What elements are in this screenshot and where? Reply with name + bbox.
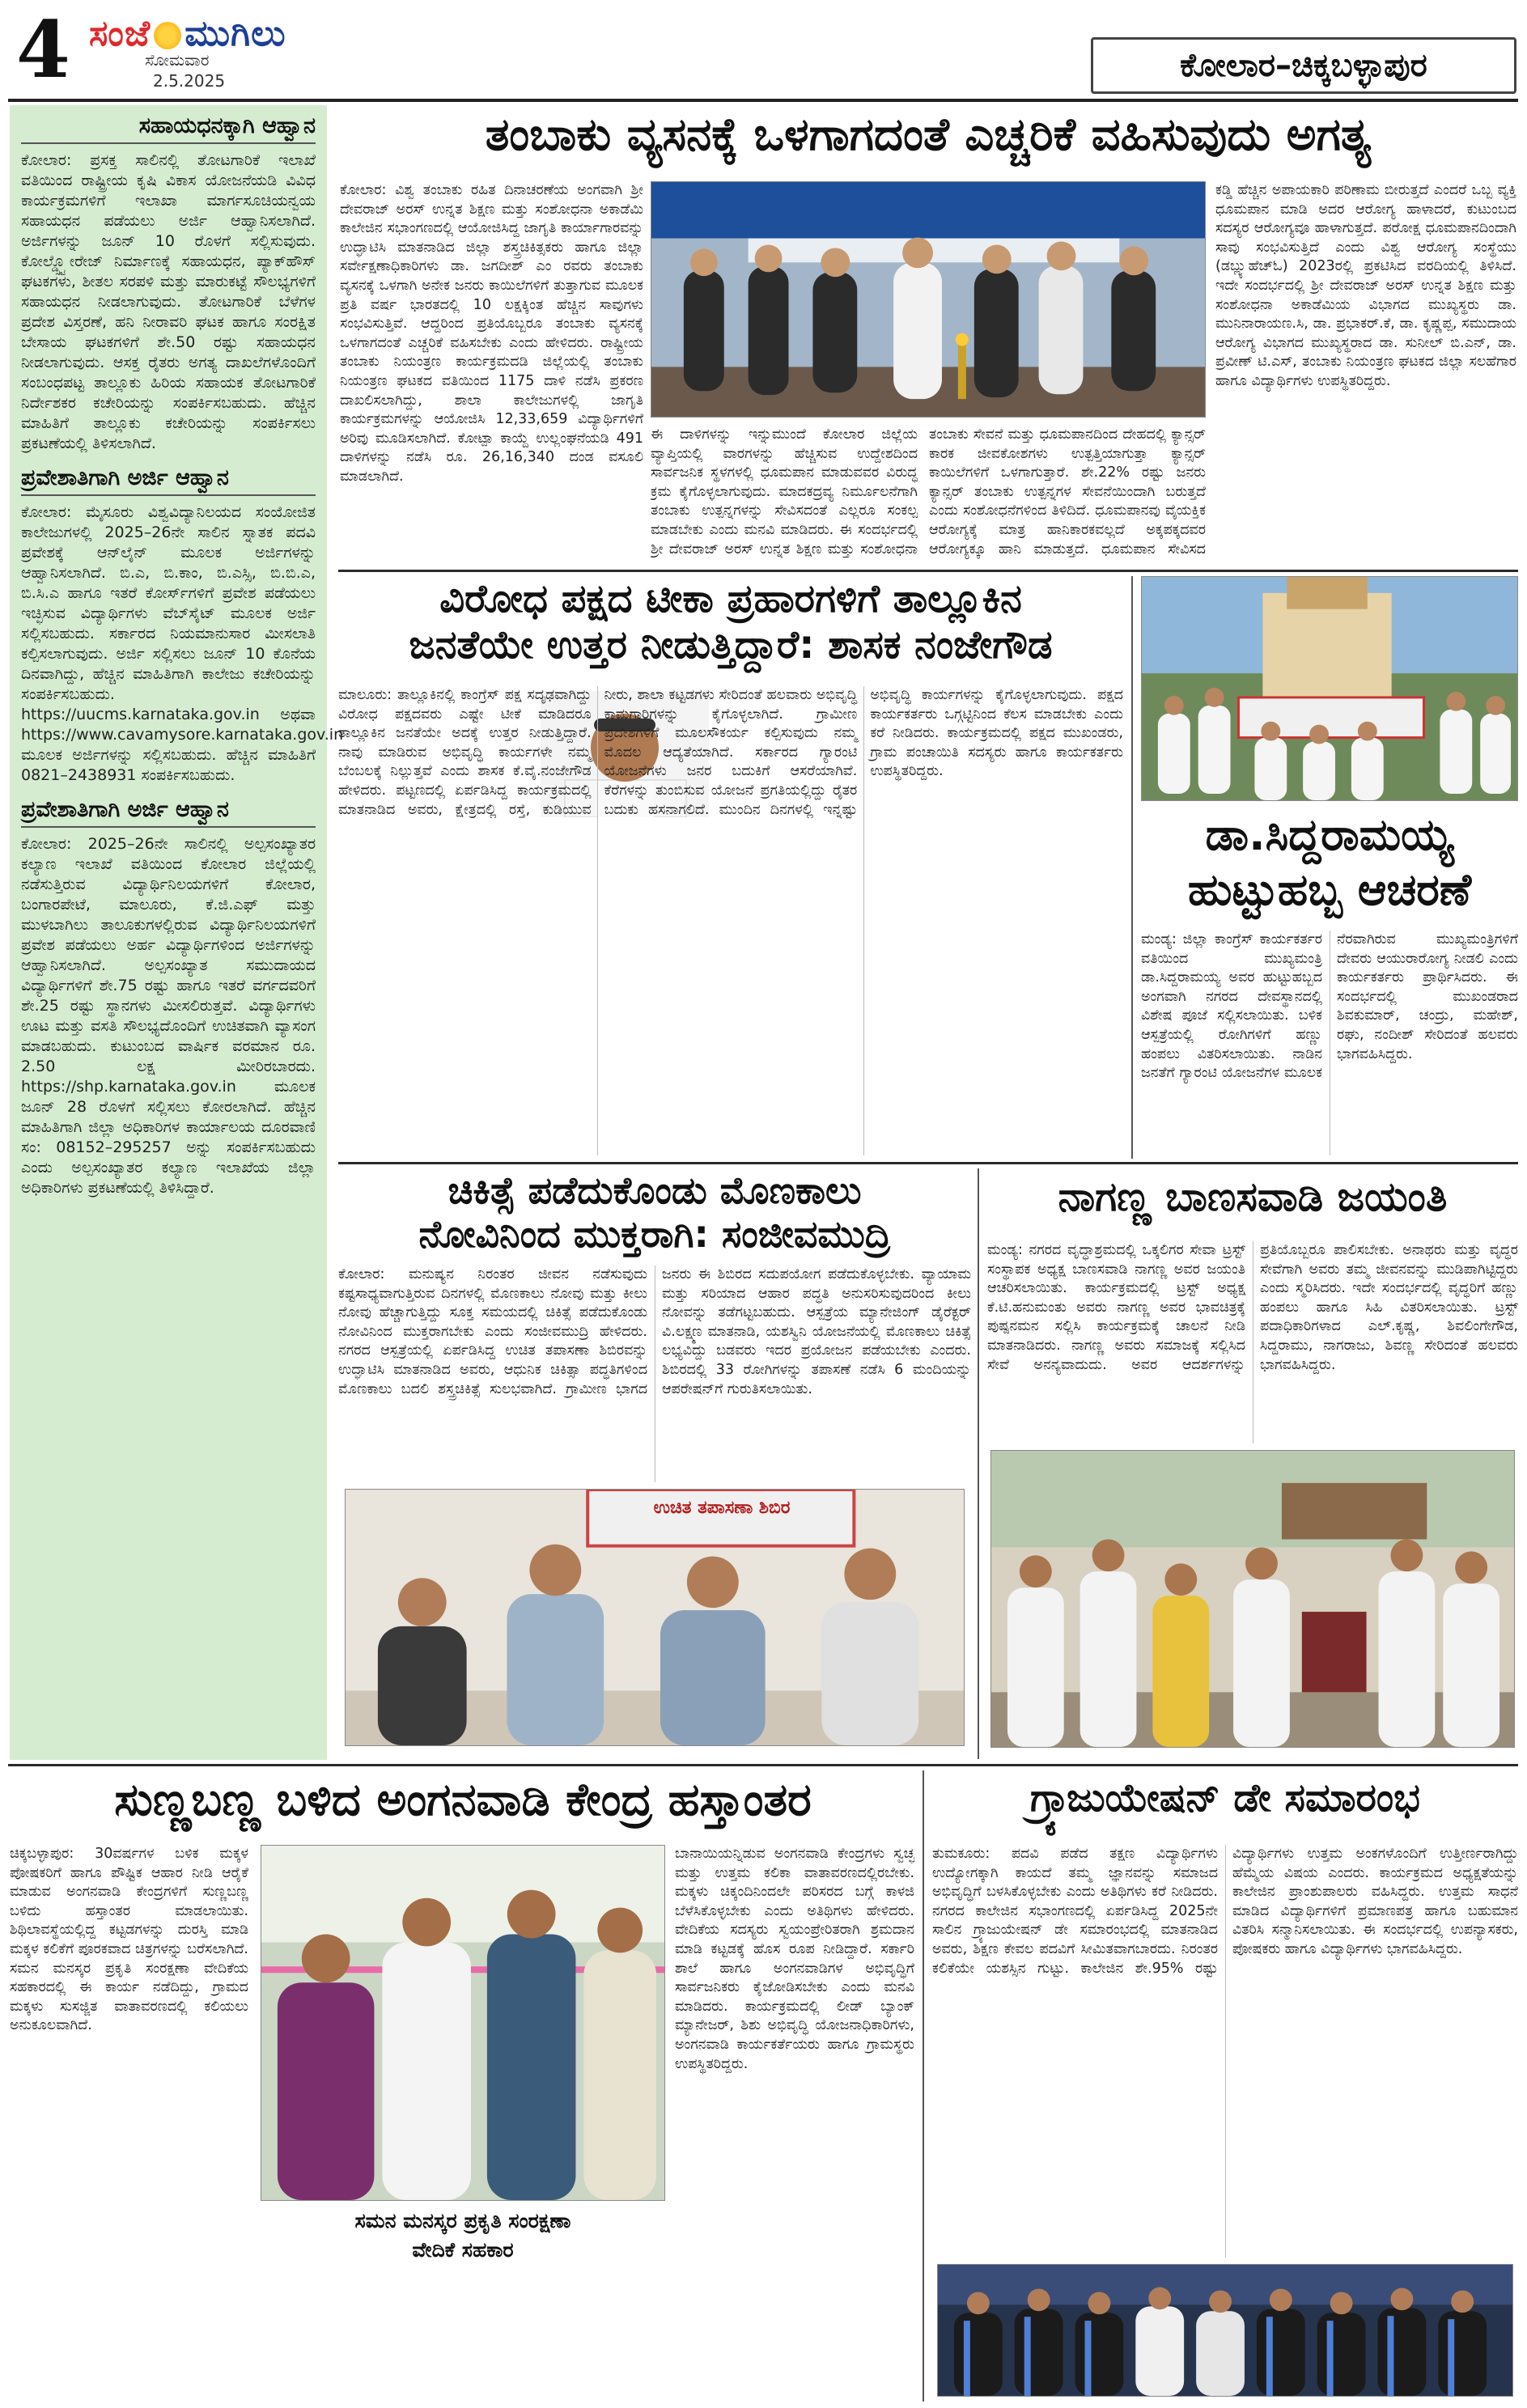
photo-caption: ವೇದಿಕೆ ಸಹಕಾರ	[261, 2236, 665, 2264]
tobacco-event-photo	[651, 181, 1206, 418]
birthday-event-photo	[1141, 576, 1518, 801]
masthead	[11, 4, 1516, 97]
article-headline: ಜನತೆಯೇ ಉತ್ತರ ನೀಡುತ್ತಿದ್ದಾರೆ: ಶಾಸಕ ನಂಜೇಗೌಡ	[409, 621, 1053, 668]
article-body: ಈ ದಾಳಿಗಳನ್ನು ಇನ್ನುಮುಂದೆ ಕೋಲಾರ ಜಿಲ್ಲೆಯ ವ್ಯಾಪ್ತಿಯಲ್ಲಿ ವಾರಗಳನ್ನು ಹೆಚ್ಚಿಸುವ ಉದ್ದೇಶದಿಂದ ಸಾರ್ವಜನಿಕ ಸ್ಥಳಗಳಲ್ಲಿ ಧೂಮಪಾನ ಮಾಡುವವರ ವಿರುದ್ಧ ಕ್ರಮ ಕೈಗೊಳ್ಳಲಾಗುವುದು. ಮಾದಕದ್ರವ್ಯ ನಿರ್ಮೂಲನೆಗಾಗಿ ತಂಬಾಕು ಉತ್ಪನ್ನಗಳನ್ನು ಸೇವಿಸದಂತೆ ಎಲ್ಲರೂ ಸಂಕಲ್ಪ ಮಾಡಬೇಕು ಎಂದು ಮನವಿ ಮಾಡಿದರು. ಈ ಸಂದರ್ಭದಲ್ಲಿ ಶ್ರೀ ದೇವರಾಜ್ ಅರಸ್ ಉನ್ನತ ಶಿಕ್ಷಣ ಮತ್ತು ಸಂಶೋಧನಾ	[651, 426, 918, 557]
notice-body: ಕೋಲಾರ: 2025–26ನೇ ಸಾಲಿನಲ್ಲಿ ಅಲ್ಪಸಂಖ್ಯಾತರ ಕಲ್ಯಾಣ ಇಲಾಖೆ ವತಿಯಿಂದ ಕೋಲಾರ ಜಿಲ್ಲೆಯಲ್ಲಿ ನಡೆಸುತ್ತಿರುವ ವಿದ್ಯಾರ್ಥಿನಿಲಯಗಳಿಗೆ ಕೋಲಾರ, ಬಂಗಾರಪೇಟೆ, ಮಾಲೂರು, ಕೆ.ಜಿ.ಎಫ್ ಮತ್ತು ಮುಳಬಾಗಿಲು ತಾಲೂಕುಗಳಲ್ಲಿರುವ ವಿದ್ಯಾರ್ಥಿನಿಲಯಗಳಿಗೆ ಪ್ರವೇಶ ಪಡೆಯಲು ಅರ್ಹ ವಿದ್ಯಾರ್ಥಿಗಳಿಂದ ಅರ್ಜಿಗಳನ್ನು ಆಹ್ವಾನಿಸಲಾಗಿದೆ. ಅಲ್ಪಸಂಖ್ಯಾತ ಸಮುದಾಯದ ವಿದ್ಯಾರ್ಥಿಗಳಿಗೆ ಶೇ.75 ರಷ್ಟು ಹಾಗೂ ಇತರೆ ವರ್ಗದವರಿಗೆ ಶೇ.25 ರಷ್ಟು ಸ್ಥಾನಗಳು ಮೀಸಲಿರುತ್ತವೆ. ವಿದ್ಯಾರ್ಥಿಗಳು ಊಟ ಮತ್ತು ವಸತಿ ಸೌಲಭ್ಯದೊಂದಿಗೆ ಉಚಿತವಾಗಿ ವ್ಯಾಸಂಗ ಮಾಡಬಹುದು. ಕುಟುಂಬದ ವಾರ್ಷಿಕ ವರಮಾನ ರೂ. 2.50 ಲಕ್ಷ ಮೀರಿರಬಾರದು. https://shp.karnataka.gov.in ಮೂಲಕ ಜೂನ್ 28 ರೊಳಗೆ ಸಲ್ಲಿಸಲು ಕೋರಲಾಗಿದೆ. ಹೆಚ್ಚಿನ ಮಾಹಿತಿಗಾಗಿ ಜಿಲ್ಲಾ ಅಧಿಕಾರಿಗಳ ಕಾರ್ಯಾಲಯ ದೂರವಾಣಿ ಸಂ: 08152–295257 ಅನ್ನು ಸಂಪರ್ಕಿಸಬಹುದು ಎಂದು ಅಲ್ಪಸಂಖ್ಯಾತರ ಕಲ್ಯಾಣ ಇಲಾಖೆಯ ಜಿಲ್ಲಾ ಅಧಿಕಾರಿಗಳು ಪ್ರಕಟಣೆಯಲ್ಲಿ ತಿಳಿಸಿದ್ದಾರೆ.	[21, 835, 316, 1197]
column-divider	[923, 1770, 924, 2402]
sun-icon	[154, 22, 181, 49]
article-headline: ಹುಟ್ಟುಹಬ್ಬ ಆಚರಣೆ	[1187, 864, 1472, 915]
article-graduation	[932, 1770, 1518, 2402]
column-divider	[978, 1168, 979, 1759]
article-headline: ಸುಣ್ಣಬಣ್ಣ ಬಳಿದ ಅಂಗನವಾಡಿ ಕೇಂದ್ರ ಹಸ್ತಾಂತರ	[114, 1774, 812, 1826]
article-headline: ಡಾ.ಸಿದ್ದರಾಮಯ್ಯ	[1205, 809, 1454, 860]
notice-title: ಸಹಾಯಧನಕ್ಕಾಗಿ ಆಹ್ವಾನ	[21, 113, 316, 144]
article-headline: ನೋವಿನಿಂದ ಮುಕ್ತರಾಗಿ: ಸಂಜೀವಮುದ್ರಿ	[418, 1212, 891, 1257]
article-anganwadi	[10, 1770, 916, 2402]
article-body: ಕಡ್ಡಿ ಹೆಚ್ಚಿನ ಅಪಾಯಕಾರಿ ಪರಿಣಾಮ ಬೀರುತ್ತದೆ ಎಂದರೆ ಒಬ್ಬ ವ್ಯಕ್ತಿ ಧೂಮಪಾನ ಮಾಡಿ ಅದರ ಆರೋಗ್ಯ ಹಾಳಾದರೆ, ಕುಟುಂಬದ ಸದಸ್ಯರ ಆರೋಗ್ಯವೂ ಹಾಳಾಗುತ್ತದೆ. ಪರೋಕ್ಷ ಧೂಮಪಾನದಿಂದಾಗಿ ಸಾವು ಸಂಭವಿಸುತ್ತಿದೆ ಎಂದು ವಿಶ್ವ ಆರೋಗ್ಯ ಸಂಸ್ಥೆಯು (ಡಬ್ಲ್ಯುಹೆಚ್‌ಓ) 2023ರಲ್ಲಿ ಪ್ರಕಟಿಸಿದ ವರದಿಯಲ್ಲಿ ತಿಳಿಸಿದೆ. ಇದೇ ಸಂದರ್ಭದಲ್ಲಿ ಶ್ರೀ ದೇವರಾಜ್ ಅರಸ್ ಉನ್ನತ ಶಿಕ್ಷಣ ಮತ್ತು ಸಂಶೋಧನಾ ಅಕಾಡೆಮಿಯ ವಿಭಾಗದ ಮುಖ್ಯಸ್ಥರು ಡಾ. ಮುನಿನಾರಾಯಣ.ಸಿ, ಡಾ. ಪ್ರಭಾಕರ್.ಕೆ, ಡಾ. ಕೃಷ್ಣಪ್ಪ, ಸಮುದಾಯ ಆರೋಗ್ಯ ವಿಭಾಗದ ಮುಖ್ಯಸ್ಥರಾದ ಡಾ. ಸುನೀಲ್ ಬಿ.ಎನ್, ಡಾ. ಪ್ರವೀಣ್ ಟಿ.ಎಸ್, ತಂಬಾಕು ನಿಯಂತ್ರಣ ಘಟಕದ ಜಿಲ್ಲಾ ಸಲಹೆಗಾರ ಹಾಗೂ ವಿದ್ಯಾರ್ಥಿಗಳು ಉಪಸ್ಥಿತರಿದ್ದರು.	[1215, 182, 1516, 389]
photo-caption: ಸಮನ ಮನಸ್ಕರ ಪ್ರಕೃತಿ ಸಂರಕ್ಷಣಾ	[261, 2207, 665, 2235]
article-body: ಮಾಲೂರು: ತಾಲ್ಲೂಕಿನಲ್ಲಿ ಕಾಂಗ್ರೆಸ್ ಪಕ್ಷ ಸದೃಢವಾಗಿದ್ದು ವಿರೋಧ ಪಕ್ಷದವರು ಎಷ್ಟೇ ಟೀಕೆ ಮಾಡಿದರೂ ತಾಲ್ಲೂಕಿನ ಜನತೆಯೇ ಅದಕ್ಕೆ ಉತ್ತರ ನೀಡುತ್ತಿದ್ದಾರೆ. ನಾವು ಮಾಡಿರುವ ಅಭಿವೃದ್ಧಿ ಕಾರ್ಯಗಳೇ ನಮ್ಮ ಬೆಂಬಲಕ್ಕೆ ನಿಲ್ಲುತ್ತವೆ ಎಂದು ಶಾಸಕ ಕೆ.ವೈ.ನಂಜೇಗೌಡ ಹೇಳಿದರು. ಪಟ್ಟಣದಲ್ಲಿ ಏರ್ಪಡಿಸಿದ್ದ ಕಾರ್ಯಕ್ರಮದಲ್ಲಿ ಮಾತನಾಡಿದ ಅವರು, ಕ್ಷೇತ್ರದಲ್ಲಿ ರಸ್ತೆ, ಕುಡಿಯುವ ನೀರು, ಶಾಲಾ ಕಟ್ಟಡಗಳು ಸೇರಿದಂತೆ ಹಲವಾರು ಅಭಿವೃದ್ಧಿ ಕಾಮಗಾರಿಗಳನ್ನು ಕೈಗೊಳ್ಳಲಾಗಿದೆ. ಗ್ರಾಮೀಣ ಪ್ರದೇಶಗಳಿಗೆ ಮೂಲಸೌಕರ್ಯ ಕಲ್ಪಿಸುವುದು ನಮ್ಮ ಮೊದಲ ಆದ್ಯತೆಯಾಗಿದೆ. ಸರ್ಕಾರದ ಗ್ಯಾರಂಟಿ ಯೋಜನೆಗಳು ಜನರ ಬದುಕಿಗೆ ಆಸರೆಯಾಗಿವೆ. ಕೆರೆಗಳನ್ನು ತುಂಬಿಸುವ ಯೋಜನೆ ಪ್ರಗತಿಯಲ್ಲಿದ್ದು ರೈತರ ಬದುಕು ಹಸನಾಗಲಿದೆ. ಮುಂದಿನ ದಿನಗಳಲ್ಲಿ ಇನ್ನಷ್ಟು ಅಭಿವೃದ್ಧಿ ಕಾರ್ಯಗಳನ್ನು ಕೈಗೊಳ್ಳಲಾಗುವುದು. ಪಕ್ಷದ ಕಾರ್ಯಕರ್ತರು ಒಗ್ಗಟ್ಟಿನಿಂದ ಕೆಲಸ ಮಾಡಬೇಕು ಎಂದು ಕರೆ ನೀಡಿದರು. ಕಾರ್ಯಕ್ರಮದಲ್ಲಿ ಪಕ್ಷದ ಮುಖಂಡರು, ಗ್ರಾಮ ಪಂಚಾಯಿತಿ ಸದಸ್ಯರು ಹಾಗೂ ಕಾರ್ಯಕರ್ತರು ಉಪಸ್ಥಿತರಿದ್ದರು.	[338, 687, 1123, 818]
anganwadi-handover-photo	[261, 1845, 665, 2201]
article-headline: ವಿರೋಧ ಪಕ್ಷದ ಟೀಕಾ ಪ್ರಹಾರಗಳಿಗೆ ತಾಲ್ಲೂಕಿನ	[439, 576, 1022, 621]
article-body: ಬಾನಾಯಿಯನ್ನಿಡುವ ಅಂಗನವಾಡಿ ಕೇಂದ್ರಗಳು ಸ್ವಚ್ಛ ಮತ್ತು ಉತ್ತಮ ಕಲಿಕಾ ವಾತಾವರಣದಲ್ಲಿರಬೇಕು. ಮಕ್ಕಳು ಚಿಕ್ಕಂದಿನಿಂದಲೇ ಪರಿಸರದ ಬಗ್ಗೆ ಕಾಳಜಿ ಬೆಳೆಸಿಕೊಳ್ಳಬೇಕು ಎಂದು ಅತಿಥಿಗಳು ಹೇಳಿದರು. ವೇದಿಕೆಯ ಸದಸ್ಯರು ಸ್ವಯಂಪ್ರೇರಿತರಾಗಿ ಶ್ರಮದಾನ ಮಾಡಿ ಕಟ್ಟಡಕ್ಕೆ ಹೊಸ ರೂಪ ನೀಡಿದ್ದಾರೆ. ಸರ್ಕಾರಿ ಶಾಲೆ ಹಾಗೂ ಅಂಗನವಾಡಿಗಳ ಅಭಿವೃದ್ಧಿಗೆ ಸಾರ್ವಜನಿಕರು ಕೈಜೋಡಿಸಬೇಕು ಎಂದು ಮನವಿ ಮಾಡಿದರು. ಕಾರ್ಯಕ್ರಮದಲ್ಲಿ ಲೀಡ್ ಬ್ಯಾಂಕ್ ಮ್ಯಾನೇಜರ್, ಶಿಶು ಅಭಿವೃದ್ಧಿ ಯೋಜನಾಧಿಕಾರಿಗಳು, ಅಂಗನವಾಡಿ ಕಾರ್ಯಕರ್ತೆಯರು ಹಾಗೂ ಗ್ರಾಮಸ್ಥರು ಉಪಸ್ಥಿತರಿದ್ದರು.	[675, 1846, 914, 2072]
issue-day: ಸೋಮವಾರ	[145, 50, 210, 70]
knee-camp-photo	[345, 1489, 965, 1746]
column-divider	[1131, 576, 1133, 1159]
jayanti-event-photo	[990, 1450, 1515, 1748]
graduation-group-photo	[937, 2264, 1513, 2397]
top-divider	[8, 99, 1518, 102]
notices-sidebar	[10, 105, 344, 1760]
article-headline: ತಂಬಾಕು ವ್ಯಸನಕ್ಕೆ ಒಳಗಾಗದಂತೆ ಎಚ್ಚರಿಕೆ ವಹಿಸುವುದು ಅಗತ್ಯ	[485, 108, 1372, 161]
article-body: ಮಂಡ್ಯ: ಜಿಲ್ಲಾ ಕಾಂಗ್ರೆಸ್ ಕಾರ್ಯಕರ್ತರ ವತಿಯಿಂದ ಮುಖ್ಯಮಂತ್ರಿ ಡಾ.ಸಿದ್ದರಾಮಯ್ಯ ಅವರ ಹುಟ್ಟುಹಬ್ಬದ ಅಂಗವಾಗಿ ನಗರದ ದೇವಸ್ಥಾನದಲ್ಲಿ ವಿಶೇಷ ಪೂಜೆ ಸಲ್ಲಿಸಲಾಯಿತು. ಬಳಿಕ ಆಸ್ಪತ್ರೆಯಲ್ಲಿ ರೋಗಿಗಳಿಗೆ ಹಣ್ಣು ಹಂಪಲು ವಿತರಿಸಲಾಯಿತು. ನಾಡಿನ ಜನತೆಗೆ ಗ್ಯಾರಂಟಿ ಯೋಜನೆಗಳ ಮೂಲಕ ನೆರವಾಗಿರುವ ಮುಖ್ಯಮಂತ್ರಿಗಳಿಗೆ ದೇವರು ಆಯುರಾರೋಗ್ಯ ನೀಡಲಿ ಎಂದು ಕಾರ್ಯಕರ್ತರು ಪ್ರಾರ್ಥಿಸಿದರು. ಈ ಸಂದರ್ಭದಲ್ಲಿ ಮುಖಂಡರಾದ ಶಿವಕುಮಾರ್, ಚಂದ್ರು, ಮಹೇಶ್, ರಘು, ನಂದೀಶ್ ಸೇರಿದಂತೆ ಹಲವರು ಭಾಗವಹಿಸಿದ್ದರು.	[1141, 931, 1518, 1082]
article-body: ಮಂಡ್ಯ: ನಗರದ ವೃದ್ಧಾಶ್ರಮದಲ್ಲಿ ಒಕ್ಕಲಿಗರ ಸೇವಾ ಟ್ರಸ್ಟ್ ಸಂಸ್ಥಾಪಕ ಅಧ್ಯಕ್ಷ ಬಾಣಸವಾಡಿ ನಾಗಣ್ಣ ಅವರ ಜಯಂತಿ ಆಚರಿಸಲಾಯಿತು. ಕಾರ್ಯಕ್ರಮದಲ್ಲಿ ಟ್ರಸ್ಟ್ ಅಧ್ಯಕ್ಷ ಕೆ.ಟಿ.ಹನುಮಂತು ಅವರು ನಾಗಣ್ಣ ಅವರ ಭಾವಚಿತ್ರಕ್ಕೆ ಪುಷ್ಪನಮನ ಸಲ್ಲಿಸಿ ಕಾರ್ಯಕ್ರಮಕ್ಕೆ ಚಾಲನೆ ನೀಡಿ ಮಾತನಾಡಿದರು. ನಾಗಣ್ಣ ಅವರು ಸಮಾಜಕ್ಕೆ ಸಲ್ಲಿಸಿದ ಸೇವೆ ಅನನ್ಯವಾದುದು. ಅವರ ಆದರ್ಶಗಳನ್ನು ಪ್ರತಿಯೊಬ್ಬರೂ ಪಾಲಿಸಬೇಕು. ಅನಾಥರು ಮತ್ತು ವೃದ್ಧರ ಸೇವೆಗಾಗಿ ಅವರು ತಮ್ಮ ಜೀವನವನ್ನು ಮುಡಿಪಾಗಿಟ್ಟಿದ್ದರು ಎಂದು ಸ್ಮರಿಸಿದರು. ಇದೇ ಸಂದರ್ಭದಲ್ಲಿ ವೃದ್ಧರಿಗೆ ಹಣ್ಣು ಹಂಪಲು ಹಾಗೂ ಸಿಹಿ ವಿತರಿಸಲಾಯಿತು. ಟ್ರಸ್ಟ್ ಪದಾಧಿಕಾರಿಗಳಾದ ಎಲ್.ಕೃಷ್ಣ, ಶಿವಲಿಂಗೇಗೌಡ, ಸಿದ್ದರಾಮು, ನಾಗರಾಜು, ಶಿವಣ್ಣ ಸೇರಿದಂತೆ ಹಲವರು ಭಾಗವಹಿಸಿದ್ದರು.	[987, 1242, 1518, 1373]
notice-title: ಪ್ರವೇಶಾತಿಗಾಗಿ ಅರ್ಜಿ ಆಹ್ವಾನ	[21, 797, 316, 828]
article-body: ಕೋಲಾರ: ಮನುಷ್ಯನ ನಿರಂತರ ಜೀವನ ನಡೆಸುವುದು ಕಷ್ಟಸಾಧ್ಯವಾಗುತ್ತಿರುವ ದಿನಗಳಲ್ಲಿ ಮೊಣಕಾಲು ನೋವು ಮತ್ತು ಕೀಲು ನೋವು ಹೆಚ್ಚಾಗುತ್ತಿದ್ದು ಸೂಕ್ತ ಸಮಯದಲ್ಲಿ ಚಿಕಿತ್ಸೆ ಪಡೆದುಕೊಂಡು ನೋವಿನಿಂದ ಮುಕ್ತರಾಗಬೇಕು ಎಂದು ಸಂಜೀವಮುದ್ರಿ ಹೇಳಿದರು. ನಗರದ ಆಸ್ಪತ್ರೆಯಲ್ಲಿ ಏರ್ಪಡಿಸಿದ್ದ ಉಚಿತ ತಪಾಸಣಾ ಶಿಬಿರವನ್ನು ಉದ್ಘಾಟಿಸಿ ಮಾತನಾಡಿದ ಅವರು, ಆಧುನಿಕ ಚಿಕಿತ್ಸಾ ಪದ್ಧತಿಗಳಿಂದ ಮೊಣಕಾಲು ಬದಲಿ ಶಸ್ತ್ರಚಿಕಿತ್ಸೆ ಸುಲಭವಾಗಿದೆ. ಗ್ರಾಮೀಣ ಭಾಗದ ಜನರು ಈ ಶಿಬಿರದ ಸದುಪಯೋಗ ಪಡೆದುಕೊಳ್ಳಬೇಕು. ವ್ಯಾಯಾಮ ಮತ್ತು ಸರಿಯಾದ ಆಹಾರ ಪದ್ಧತಿ ಅನುಸರಿಸುವುದರಿಂದ ಕೀಲು ನೋವನ್ನು ತಡೆಗಟ್ಟಬಹುದು. ಆಸ್ಪತ್ರೆಯ ಮ್ಯಾನೇಜಿಂಗ್ ಡೈರೆಕ್ಟರ್ ವಿ.ಲಕ್ಷ್ಮಣ ಮಾತನಾಡಿ, ಯಶಸ್ವಿನಿ ಯೋಜನೆಯಲ್ಲಿ ಮೊಣಕಾಲು ಚಿಕಿತ್ಸೆ ಲಭ್ಯವಿದ್ದು ಬಡವರು ಇದರ ಪ್ರಯೋಜನ ಪಡೆಯಬೇಕು ಎಂದರು. ಶಿಬಿರದಲ್ಲಿ 33 ರೋಗಿಗಳನ್ನು ತಪಾಸಣೆ ನಡೆಸಿ 6 ಮಂದಿಯನ್ನು ಆಪರೇಷನ್‌ಗೆ ಗುರುತಿಸಲಾಯಿತು.	[338, 1266, 971, 1397]
brand-name-part2: ಮುಗಿಲು	[185, 13, 286, 54]
section-divider	[8, 1764, 1518, 1766]
camp-banner-text: ಉಚಿತ ತಪಾಸಣಾ ಶಿಬಿರ	[653, 1498, 791, 1518]
section-divider	[338, 570, 1518, 572]
notice-body: ಕೋಲಾರ: ಮೈಸೂರು ವಿಶ್ವವಿದ್ಯಾನಿಲಯದ ಸಂಯೋಜಿತ ಕಾಲೇಜುಗಳಲ್ಲಿ 2025–26ನೇ ಸಾಲಿನ ಸ್ನಾತಕ ಪದವಿ ಪ್ರವೇಶಕ್ಕೆ ಆನ್‌ಲೈನ್ ಮೂಲಕ ಅರ್ಜಿಗಳನ್ನು ಆಹ್ವಾನಿಸಲಾಗಿದೆ. ಬಿ.ಎ, ಬಿ.ಕಾಂ, ಬಿ.ಎಸ್ಸಿ, ಬಿ.ಬಿ.ಎ, ಬಿ.ಸಿ.ಎ ಹಾಗೂ ಇತರೆ ಕೋರ್ಸ್‌ಗಳಿಗೆ ಪ್ರವೇಶ ಪಡೆಯಲು ಇಚ್ಛಿಸುವ ವಿದ್ಯಾರ್ಥಿಗಳು ವೆಬ್‌ಸೈಟ್ ಮೂಲಕ ಅರ್ಜಿ ಸಲ್ಲಿಸಬಹುದು. ಸರ್ಕಾರದ ನಿಯಮಾನುಸಾರ ಮೀಸಲಾತಿ ಕಲ್ಪಿಸಲಾಗುವುದು. ಅರ್ಜಿ ಸಲ್ಲಿಸಲು ಜೂನ್ 10 ಕೊನೆಯ ದಿನವಾಗಿದ್ದು, ಹೆಚ್ಚಿನ ಮಾಹಿತಿಗಾಗಿ ಕಾಲೇಜು ಕಚೇರಿಯನ್ನು ಸಂಪರ್ಕಿಸಬಹುದು. https://uucms.karnataka.gov.in ಅಥವಾ https://www.cavamysore.karnataka.gov.in ಮೂಲಕ ಅರ್ಜಿಗಳನ್ನು ಸಲ್ಲಿಸಬಹುದು. ಹೆಚ್ಚಿನ ಮಾಹಿತಿಗೆ 0821–2438931 ಸಂಪರ್ಕಿಸಬಹುದು.	[21, 503, 344, 784]
article-body: ಚಿಕ್ಕಬಳ್ಳಾಪುರ: 30ವರ್ಷಗಳ ಬಳಿಕ ಮಕ್ಕಳ ಪೋಷಕರಿಗೆ ಹಾಗೂ ಪೌಷ್ಟಿಕ ಆಹಾರ ನೀಡಿ ಆರೈಕೆ ಮಾಡುವ ಅಂಗನವಾಡಿ ಕೇಂದ್ರಗಳಿಗೆ ಸುಣ್ಣಬಣ್ಣ ಬಳಿದು ಹಸ್ತಾಂತರ ಮಾಡಲಾಯಿತು. ಶಿಥಿಲಾವಸ್ಥೆಯಲ್ಲಿದ್ದ ಕಟ್ಟಡಗಳನ್ನು ದುರಸ್ತಿ ಮಾಡಿ ಮಕ್ಕಳ ಕಲಿಕೆಗೆ ಪೂರಕವಾದ ಚಿತ್ರಗಳನ್ನು ಬರೆಸಲಾಗಿದೆ. ಸಮನ ಮನಸ್ಕರ ಪ್ರಕೃತಿ ಸಂರಕ್ಷಣಾ ವೇದಿಕೆಯ ಸಹಕಾರದಲ್ಲಿ ಈ ಕಾರ್ಯ ನಡೆದಿದ್ದು, ಗ್ರಾಮದ ಮಕ್ಕಳು ಸುಸಜ್ಜಿತ ವಾತಾವರಣದಲ್ಲಿ ಕಲಿಯಲು ಅನುಕೂಲವಾಗಿದೆ.	[10, 1846, 248, 2034]
article-body: ತುಮಕೂರು: ಪದವಿ ಪಡೆದ ತಕ್ಷಣ ವಿದ್ಯಾರ್ಥಿಗಳು ಉದ್ಯೋಗಕ್ಕಾಗಿ ಕಾಯದೆ ತಮ್ಮ ಜ್ಞಾನವನ್ನು ಸಮಾಜದ ಅಭಿವೃದ್ಧಿಗೆ ಬಳಸಿಕೊಳ್ಳಬೇಕು ಎಂದು ಅತಿಥಿಗಳು ಕರೆ ನೀಡಿದರು. ನಗರದ ಕಾಲೇಜಿನ ಸಭಾಂಗಣದಲ್ಲಿ ಏರ್ಪಡಿಸಿದ್ದ 2025ನೇ ಸಾಲಿನ ಗ್ರ್ಯಾಜುಯೇಷನ್ ಡೇ ಸಮಾರಂಭದಲ್ಲಿ ಮಾತನಾಡಿದ ಅವರು, ಶಿಕ್ಷಣ ಕೇವಲ ಪದವಿಗೆ ಸೀಮಿತವಾಗಬಾರದು. ನಿರಂತರ ಕಲಿಕೆಯೇ ಯಶಸ್ಸಿನ ಗುಟ್ಟು. ಕಾಲೇಜಿನ ಶೇ.95% ರಷ್ಟು ವಿದ್ಯಾರ್ಥಿಗಳು ಉತ್ತಮ ಅಂಕಗಳೊಂದಿಗೆ ಉತ್ತೀರ್ಣರಾಗಿದ್ದು ಹೆಮ್ಮೆಯ ವಿಷಯ ಎಂದರು. ಕಾರ್ಯಕ್ರಮದ ಅಧ್ಯಕ್ಷತೆಯನ್ನು ಕಾಲೇಜಿನ ಪ್ರಾಂಶುಪಾಲರು ವಹಿಸಿದ್ದರು. ಉತ್ತಮ ಸಾಧನೆ ಮಾಡಿದ ವಿದ್ಯಾರ್ಥಿಗಳಿಗೆ ಪ್ರಮಾಣಪತ್ರ ಹಾಗೂ ಬಹುಮಾನ ವಿತರಿಸಿ ಸನ್ಮಾನಿಸಲಾಯಿತು. ಈ ಸಂದರ್ಭದಲ್ಲಿ ಉಪನ್ಯಾಸಕರು, ಪೋಷಕರು ಹಾಗೂ ವಿದ್ಯಾರ್ಥಿಗಳು ಭಾಗವಹಿಸಿದ್ದರು.	[932, 1846, 1518, 1977]
page-number: 4	[16, 4, 70, 95]
article-knee	[338, 1168, 971, 1759]
article-jayanti	[987, 1168, 1518, 1759]
issue-date: 2.5.2025	[153, 71, 226, 91]
article-headline: ಚಿಕಿತ್ಸೆ ಪಡೆದುಕೊಂಡು ಮೊಣಕಾಲು	[447, 1168, 862, 1212]
article-birthday	[1141, 576, 1518, 1159]
article-tobacco	[338, 105, 1518, 566]
notice-title: ಪ್ರವೇಶಾತಿಗಾಗಿ ಅರ್ಜಿ ಆಹ್ವಾನ	[21, 465, 316, 496]
brand-logo	[89, 13, 286, 54]
article-mla	[338, 576, 1123, 1159]
region-label: ಕೋಲಾರ–ಚಿಕ್ಕಬಳ್ಳಾಪುರ	[1091, 37, 1516, 94]
article-body: ತಂಬಾಕು ಸೇವನೆ ಮತ್ತು ಧೂಮಪಾನದಿಂದ ದೇಹದಲ್ಲಿ ಕ್ಯಾನ್ಸರ್ ಕಾರಕ ಜೀವಕೋಶಗಳು ಉತ್ಪತ್ತಿಯಾಗುತ್ತಾ ಕ್ಯಾನ್ಸರ್ ಕಾಯಿಲೆಗಳಿಗೆ ಒಳಗಾಗುತ್ತಾರೆ. ಶೇ.22% ರಷ್ಟು ಜನರು ಕ್ಯಾನ್ಸರ್ ತಂಬಾಕು ಉತ್ಪನ್ನಗಳ ಸೇವನೆಯಿಂದಾಗಿ ಬರುತ್ತದೆ ಎಂದು ಸಂಶೋಧನೆಗಳಿಂದ ತಿಳಿದಿದೆ. ಧೂಮಪಾನವು ವೈಯಕ್ತಿಕ ಆರೋಗ್ಯಕ್ಕೆ ಮಾತ್ರ ಹಾನಿಕಾರಕವಲ್ಲದೆ ಅಕ್ಕಪಕ್ಕದವರ ಆರೋಗ್ಯಕ್ಕೂ ಹಾನಿ ಮಾಡುತ್ತದೆ. ಧೂಮಪಾನ ಸೇವಿಸದ	[929, 426, 1206, 557]
section-divider	[338, 1162, 1518, 1164]
article-headline: ಗ್ರ್ಯಾಜುಯೇಷನ್ ಡೇ ಸಮಾರಂಭ	[1030, 1775, 1420, 1821]
article-headline: ನಾಗಣ್ಣ ಬಾಣಸವಾಡಿ ಜಯಂತಿ	[1058, 1173, 1448, 1220]
article-body: ಕೋಲಾರ: ವಿಶ್ವ ತಂಬಾಕು ರಹಿತ ದಿನಾಚರಣೆಯ ಅಂಗವಾಗಿ ಶ್ರೀ ದೇವರಾಜ್ ಅರಸ್ ಉನ್ನತ ಶಿಕ್ಷಣ ಮತ್ತು ಸಂಶೋಧನಾ ಅಕಾಡೆಮಿ ಕಾಲೇಜಿನ ಸಭಾಂಗಣದಲ್ಲಿ ಆಯೋಜಿಸಿದ್ದ ಜಾಗೃತಿ ಕಾರ್ಯಾಗಾರವನ್ನು ಉದ್ಘಾಟಿಸಿ ಮಾತನಾಡಿದ ಜಿಲ್ಲಾ ಶಸ್ತ್ರಚಿಕಿತ್ಸಕರು ಹಾಗೂ ಜಿಲ್ಲಾ ಸರ್ವೇಕ್ಷಣಾಧಿಕಾರಿಗಳು ಡಾ. ಜಗದೀಶ್ ಎಂ ರವರು ತಂಬಾಕು ವ್ಯಸನಕ್ಕೆ ಒಳಗಾಗಿ ಅನೇಕ ಜನರು ಕಾಯಿಲೆಗಳಿಗೆ ತುತ್ತಾಗುವ ಮೂಲಕ ಪ್ರತಿ ವರ್ಷ ಭಾರತದಲ್ಲಿ 10 ಲಕ್ಷಕ್ಕಿಂತ ಹೆಚ್ಚಿನ ಸಾವುಗಳು ಸಂಭವಿಸುತ್ತಿವೆ. ಆದ್ದರಿಂದ ಪ್ರತಿಯೊಬ್ಬರೂ ತಂಬಾಕು ವ್ಯಸನಕ್ಕೆ ಒಳಗಾಗದಂತೆ ಎಚ್ಚರಿಕೆ ವಹಿಸಬೇಕು ಎಂದು ಹೇಳಿದರು. ರಾಷ್ಟ್ರೀಯ ತಂಬಾಕು ನಿಯಂತ್ರಣ ಕಾರ್ಯಕ್ರಮದಡಿ ಜಿಲ್ಲೆಯಲ್ಲಿ ತಂಬಾಕು ನಿಯಂತ್ರಣ ಘಟಕದ ವತಿಯಿಂದ 1175 ದಾಳಿ ನಡೆಸಿ ಪ್ರಕರಣ ದಾಖಲಿಸಲಾಗಿದ್ದು, ಶಾಲಾ ಕಾಲೇಜುಗಳಲ್ಲಿ ಜಾಗೃತಿ ಕಾರ್ಯಕ್ರಮಗಳನ್ನು ಆಯೋಜಿಸಿ 12,33,659 ವಿದ್ಯಾರ್ಥಿಗಳಿಗೆ ಅರಿವು ಮೂಡಿಸಲಾಗಿದೆ. ಕೋಟ್ಪಾ ಕಾಯ್ದೆ ಉಲ್ಲಂಘನೆಯಡಿ 491 ದಾಳಿಗಳನ್ನು ನಡೆಸಿ ರೂ. 26,16,340 ದಂಡ ವಸೂಲಿ ಮಾಡಲಾಗಿದೆ.	[340, 182, 643, 485]
notice-body: ಕೋಲಾರ: ಪ್ರಸಕ್ತ ಸಾಲಿನಲ್ಲಿ ತೋಟಗಾರಿಕೆ ಇಲಾಖೆ ವತಿಯಿಂದ ರಾಷ್ಟ್ರೀಯ ಕೃಷಿ ವಿಕಾಸ ಯೋಜನೆಯಡಿ ವಿವಿಧ ಕಾರ್ಯಕ್ರಮಗಳಿಗೆ ಇಲಾಖಾ ಮಾರ್ಗಸೂಚಿಯನ್ವಯ ಸಹಾಯಧನ ಪಡೆಯಲು ಅರ್ಜಿ ಆಹ್ವಾನಿಸಲಾಗಿದೆ. ಅರ್ಜಿಗಳನ್ನು ಜೂನ್ 10 ರೊಳಗೆ ಸಲ್ಲಿಸುವುದು. ಕೋಲ್ಡ್ಸ್ಟೋರೇಜ್ ನಿರ್ಮಾಣಕ್ಕೆ ಸಹಾಯಧನ, ಪ್ಯಾಕ್‌ಹೌಸ್ ಘಟಕಗಳು, ಶೀತಲ ಸರಪಳಿ ಮತ್ತು ಮಾರುಕಟ್ಟೆ ಸೌಲಭ್ಯಗಳಿಗೆ ಸಹಾಯಧನ ನೀಡಲಾಗುವುದು. ತೋಟಗಾರಿಕೆ ಬೆಳೆಗಳ ಪ್ರದೇಶ ವಿಸ್ತರಣೆ, ಹನಿ ನೀರಾವರಿ ಘಟಕ ಹಾಗೂ ಸಂರಕ್ಷಿತ ಬೇಸಾಯ ಘಟಕಗಳಿಗೆ ಶೇ.50 ರಷ್ಟು ಸಹಾಯಧನ ನೀಡಲಾಗುವುದು. ಆಸಕ್ತ ರೈತರು ಅಗತ್ಯ ದಾಖಲೆಗಳೊಂದಿಗೆ ಸಂಬಂಧಪಟ್ಟ ತಾಲ್ಲೂಕು ಹಿರಿಯ ಸಹಾಯಕ ತೋಟಗಾರಿಕೆ ನಿರ್ದೇಶಕರ ಕಚೇರಿಯನ್ನು ಸಂಪರ್ಕಿಸಬಹುದು. ಹೆಚ್ಚಿನ ಮಾಹಿತಿಗೆ ತಾಲ್ಲೂಕು ಕಚೇರಿಯನ್ನು ಸಂಪರ್ಕಿಸಲು ಪ್ರಕಟಣೆಯಲ್ಲಿ ತಿಳಿಸಲಾಗಿದೆ.	[21, 151, 316, 452]
brand-name-part1: ಸಂಜೆ	[89, 13, 151, 54]
